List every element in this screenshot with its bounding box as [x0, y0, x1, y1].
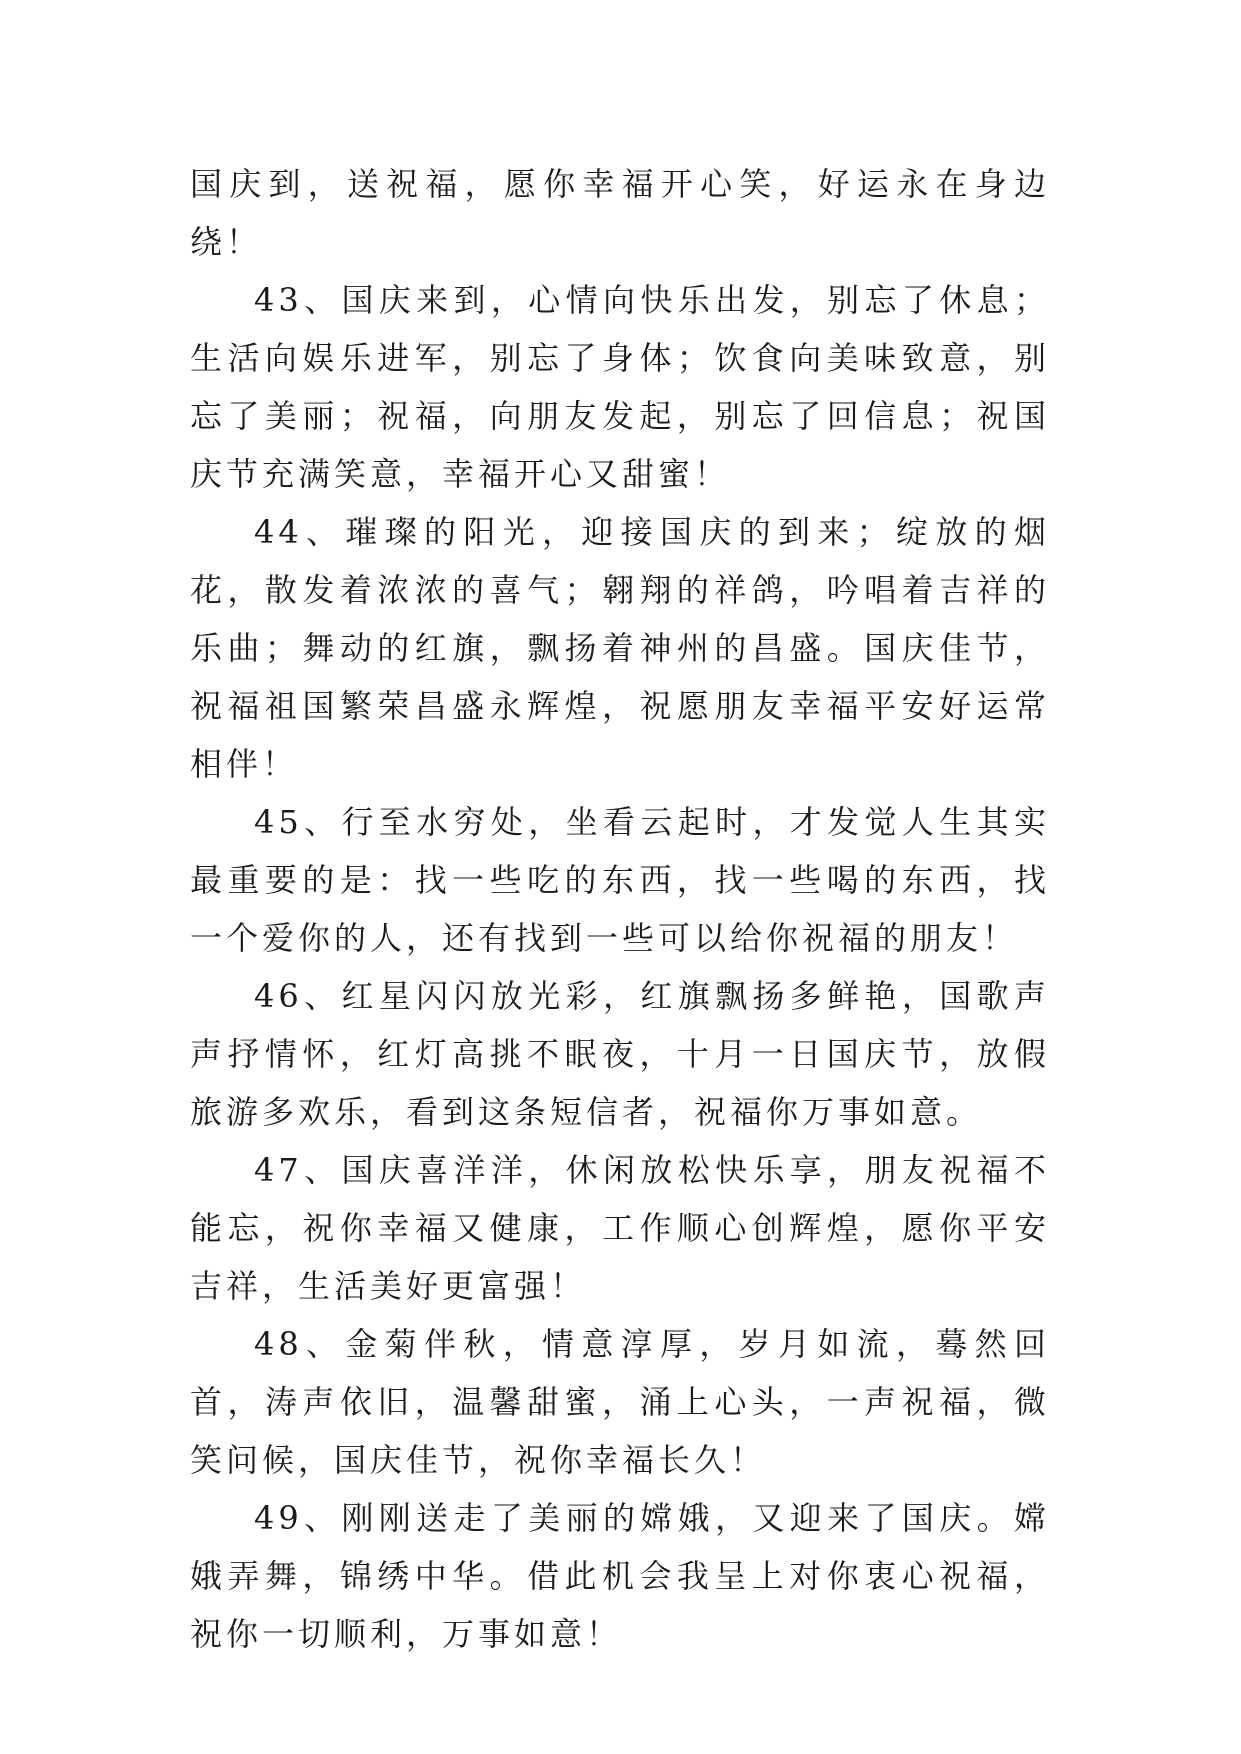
paragraph-44: 44、璀璨的阳光，迎接国庆的到来；绽放的烟花，散发着浓浓的喜气；翱翔的祥鸽，吟唱着吉祥的乐曲；舞动的红旗，飘扬着神州的昌盛。国庆佳节，祝福祖国繁荣昌盛永辉煌，祝愿朋友幸福平安好运常相伴！	[190, 513, 1050, 783]
paragraph-continued: 国庆到，送祝福，愿你幸福开心笑，好运永在身边绕！	[190, 165, 1050, 261]
paragraph-45: 45、行至水穷处，坐看云起时，才发觉人生其实最重要的是：找一些吃的东西，找一些喝的东西，找一个爱你的人，还有找到一些可以给你祝福的朋友！	[190, 803, 1050, 957]
paragraph-48: 48、金菊伴秋，情意淳厚，岁月如流，蓦然回首，涛声依旧，温馨甜蜜，涌上心头，一声祝福，微笑问候，国庆佳节，祝你幸福长久！	[190, 1325, 1050, 1479]
paragraph-49: 49、刚刚送走了美丽的嫦娥，又迎来了国庆。嫦娥弄舞，锦绣中华。借此机会我呈上对你衷心祝福，祝你一切顺利，万事如意！	[190, 1499, 1050, 1653]
paragraph-46: 46、红星闪闪放光彩，红旗飘扬多鲜艳，国歌声声抒情怀，红灯高挑不眠夜，十月一日国庆节，放假旅游多欢乐，看到这条短信者，祝福你万事如意。	[190, 977, 1050, 1131]
paragraph-43: 43、国庆来到，心情向快乐出发，别忘了休息；生活向娱乐进军，别忘了身体；饮食向美味致意，别忘了美丽；祝福，向朋友发起，别忘了回信息；祝国庆节充满笑意，幸福开心又甜蜜！	[190, 281, 1050, 493]
paragraph-47: 47、国庆喜洋洋，休闲放松快乐享，朋友祝福不能忘，祝你幸福又健康，工作顺心创辉煌，愿你平安吉祥，生活美好更富强！	[190, 1151, 1050, 1305]
document-body	[190, 155, 1050, 1663]
